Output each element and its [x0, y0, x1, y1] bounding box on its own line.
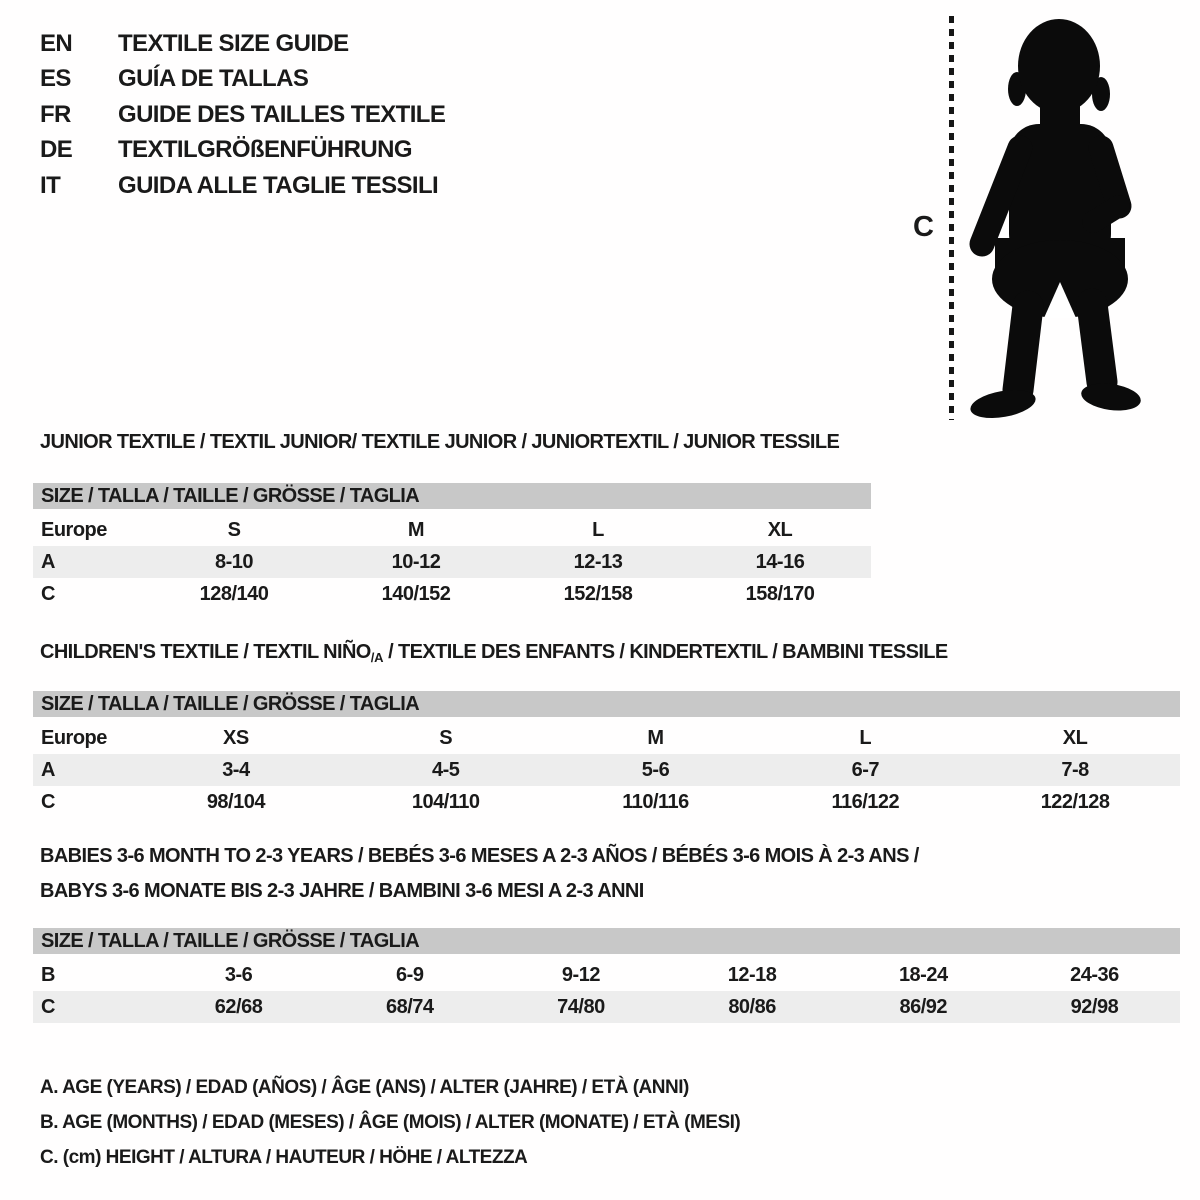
months-cell: 3-6 [224, 963, 253, 986]
language-code: FR [40, 100, 71, 128]
children-section-heading [40, 641, 948, 665]
row-label: Europe [41, 726, 107, 749]
table-row-age [33, 546, 871, 578]
height-cell: 62/68 [214, 995, 263, 1018]
children-size-table [33, 691, 1180, 818]
language-title-block [40, 26, 445, 204]
height-cell: 122/128 [1040, 790, 1110, 813]
table-row-height [33, 786, 1180, 818]
months-cell: 9-12 [561, 963, 600, 986]
babies-size-table [33, 928, 1180, 1023]
age-cell: 12-13 [573, 550, 623, 573]
language-title: GUÍA DE TALLAS [118, 65, 309, 93]
junior-section-heading: JUNIOR TEXTILE / TEXTIL JUNIOR/ TEXTILE JUNIOR / JUNIORTEXTIL / JUNIOR TESSILE [40, 431, 840, 453]
language-code: ES [40, 65, 71, 93]
age-cell: 10-12 [391, 550, 441, 573]
language-row [40, 133, 445, 169]
language-row [40, 97, 445, 133]
language-code: IT [40, 171, 61, 199]
language-code: DE [40, 136, 73, 164]
age-cell: 4-5 [431, 758, 460, 781]
row-label: Europe [41, 518, 107, 541]
age-cell: 3-4 [222, 758, 250, 781]
table-row-months [33, 959, 1180, 991]
height-cell: 152/158 [563, 582, 633, 605]
height-cell: 92/98 [1070, 995, 1119, 1018]
junior-size-table [33, 483, 871, 610]
height-cell: 140/152 [381, 582, 451, 605]
height-cell: 86/92 [899, 995, 948, 1018]
row-label: C [41, 582, 55, 605]
table-row-height [33, 578, 871, 610]
babies-section-heading-line2: BABYS 3-6 MONATE BIS 2-3 JAHRE / BAMBINI 3-6 MESI A 2-3 ANNI [40, 880, 644, 902]
size-cell: S [439, 726, 453, 749]
table-row-age [33, 754, 1180, 786]
language-row [40, 26, 445, 62]
size-cell: M [407, 518, 425, 541]
row-label: C [41, 790, 55, 813]
children-heading-main: CHILDREN'S TEXTILE / TEXTIL NIÑO [40, 641, 371, 663]
babies-section-heading-line1: BABIES 3-6 MONTH TO 2-3 YEARS / BEBÉS 3-6 MESES A 2-3 AÑOS / BÉBÉS 3-6 MOIS À 2-3 ANS / [40, 845, 919, 867]
table-row-europe [33, 722, 1180, 754]
size-header-bar: SIZE / TALLA / TAILLE / GRÖSSE / TAGLIA [33, 483, 871, 509]
months-cell: 18-24 [898, 963, 948, 986]
table-row-europe [33, 514, 871, 546]
height-cell: 98/104 [206, 790, 265, 813]
height-cell: 116/122 [831, 790, 900, 813]
height-cell: 68/74 [385, 995, 434, 1018]
age-cell: 8-10 [214, 550, 254, 573]
size-header-bar: SIZE / TALLA / TAILLE / GRÖSSE / TAGLIA [33, 691, 1180, 717]
language-title: GUIDA ALLE TAGLIE TESSILI [118, 171, 439, 199]
months-cell: 12-18 [727, 963, 777, 986]
height-cell: 128/140 [199, 582, 269, 605]
size-cell: XS [223, 726, 249, 749]
age-cell: 14-16 [755, 550, 805, 573]
months-cell: 6-9 [396, 963, 424, 986]
height-cell: 104/110 [411, 790, 480, 813]
row-label: A [41, 550, 55, 573]
children-heading-rest: / TEXTILE DES ENFANTS / KINDERTEXTIL / BAMBINI TESSILE [383, 641, 948, 663]
row-label: B [41, 963, 55, 986]
toddler-silhouette-icon [962, 16, 1142, 421]
age-cell: 6-7 [851, 758, 879, 781]
language-row [40, 62, 445, 98]
months-cell: 24-36 [1070, 963, 1119, 986]
age-cell: 5-6 [641, 758, 670, 781]
language-code: EN [40, 29, 73, 57]
size-header-bar: SIZE / TALLA / TAILLE / GRÖSSE / TAGLIA [33, 928, 1180, 954]
height-cell: 158/170 [745, 582, 815, 605]
row-label: C [41, 995, 55, 1018]
language-row [40, 168, 445, 204]
language-title: TEXTILGRÖßENFÜHRUNG [118, 136, 412, 164]
height-dashed-line [949, 16, 954, 420]
legend-line-height: C. (cm) HEIGHT / ALTURA / HAUTEUR / HÖHE / ALTEZZA [40, 1147, 528, 1168]
language-title: GUIDE DES TAILLES TEXTILE [118, 100, 446, 128]
row-label: A [41, 758, 55, 781]
height-cell: 80/86 [728, 995, 776, 1018]
size-cell: L [592, 518, 604, 541]
size-cell: XL [767, 518, 793, 541]
legend-line-age-years: A. AGE (YEARS) / EDAD (AÑOS) / ÂGE (ANS) / ALTER (JAHRE) / ETÀ (ANNI) [40, 1077, 689, 1098]
height-measure-label: C [913, 211, 934, 243]
measurement-legend [40, 1070, 740, 1175]
height-cell: 110/116 [622, 790, 689, 813]
size-cell: S [227, 518, 241, 541]
age-cell: 7-8 [1061, 758, 1089, 781]
size-cell: XL [1062, 726, 1088, 749]
height-cell: 74/80 [557, 995, 605, 1018]
table-row-height [33, 991, 1180, 1023]
children-heading-sub: /A [370, 650, 384, 665]
size-cell: M [647, 726, 664, 749]
legend-line-age-months: B. AGE (MONTHS) / EDAD (MESES) / ÂGE (MOIS) / ALTER (MONATE) / ETÀ (MESI) [40, 1112, 741, 1133]
size-cell: L [859, 726, 872, 749]
language-title: TEXTILE SIZE GUIDE [118, 29, 349, 57]
